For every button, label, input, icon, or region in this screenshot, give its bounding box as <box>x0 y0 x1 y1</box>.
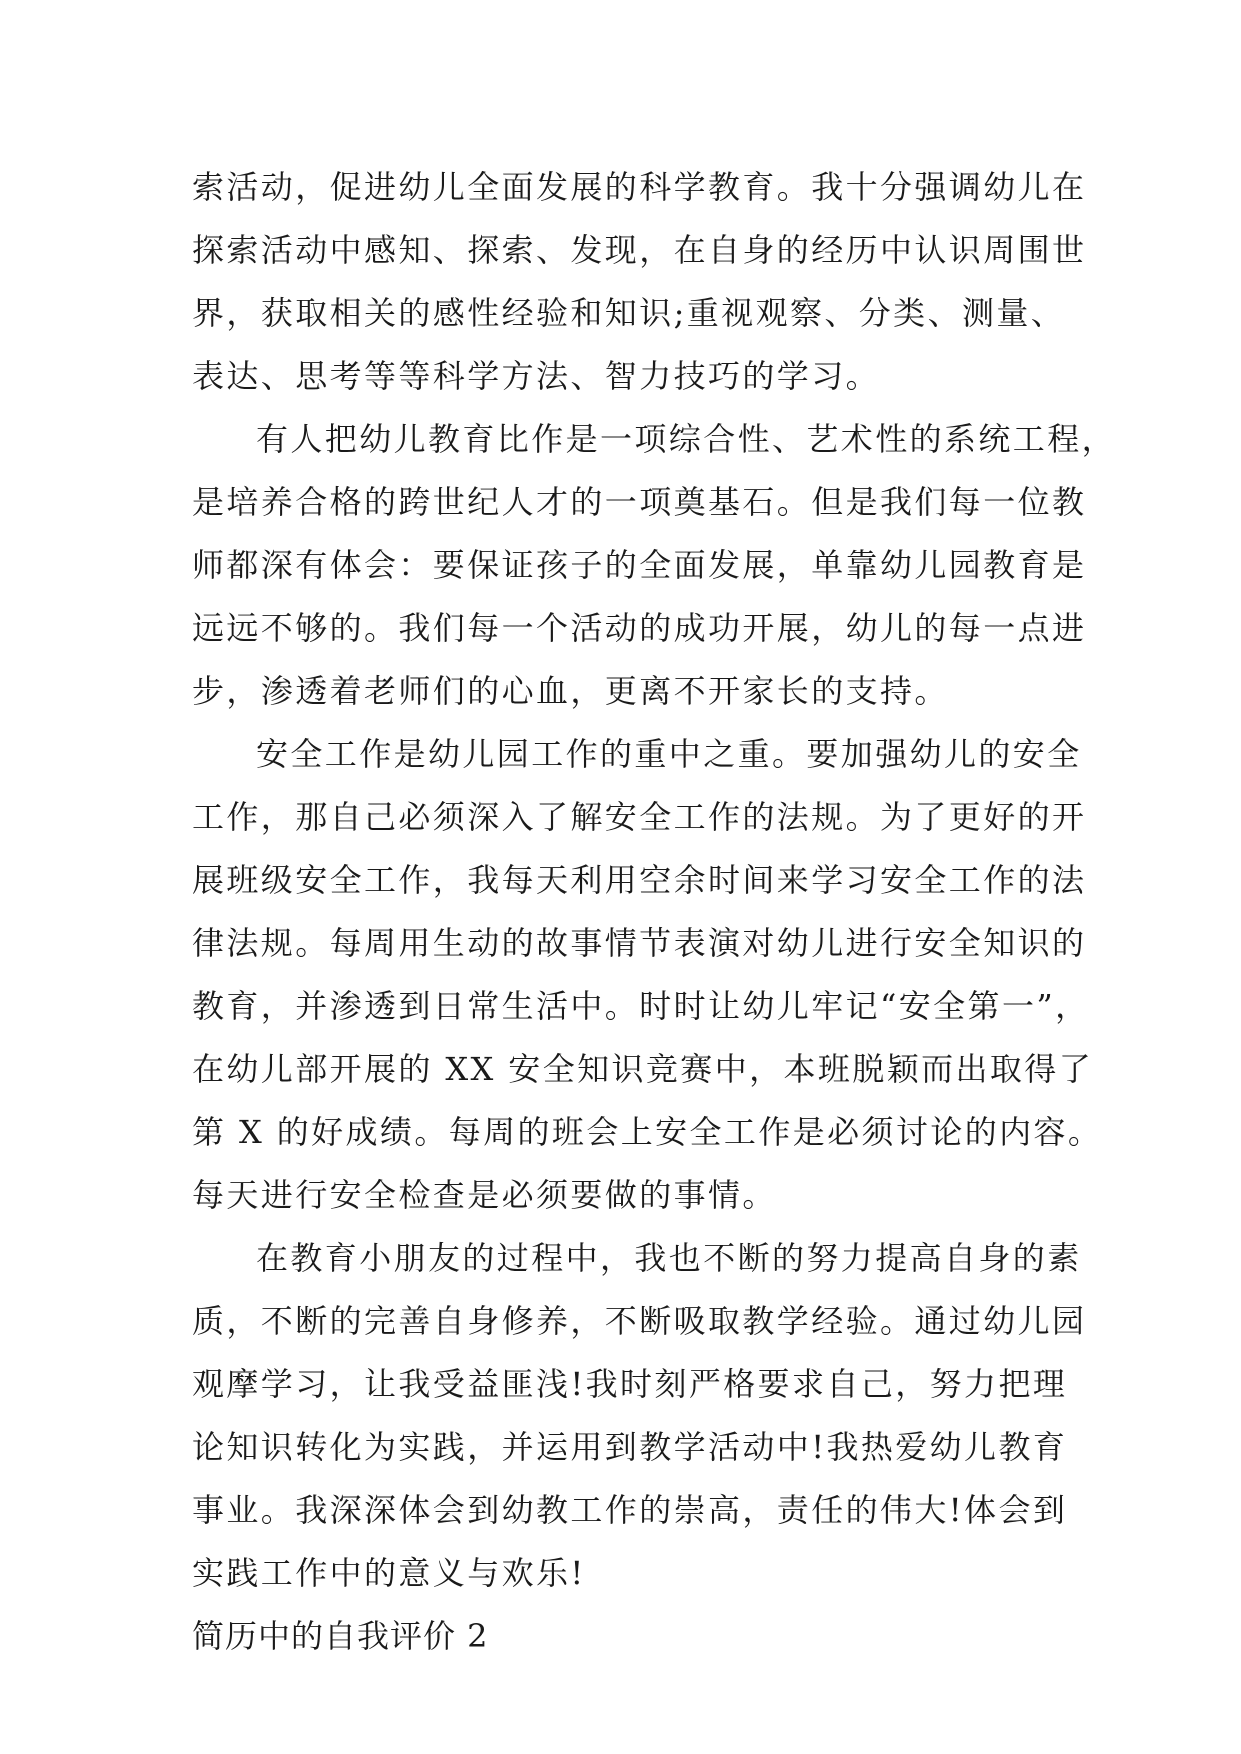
paragraph-2 <box>192 408 1117 723</box>
text-line: 在幼儿部开展的 XX 安全知识竞赛中，本班脱颖而出取得了 <box>192 1050 1094 1088</box>
paragraph-4 <box>192 1227 1087 1605</box>
text-line: 工作，那自己必须深入了解安全工作的法规。为了更好的开 <box>192 798 1087 836</box>
text-line: 事业。我深深体会到幼教工作的崇高，责任的伟大!体会到 <box>192 1491 1068 1529</box>
text-line: 展班级安全工作，我每天利用空余时间来学习安全工作的法 <box>192 861 1087 899</box>
text-line: 实践工作中的意义与欢乐! <box>192 1554 586 1592</box>
text-line: 质，不断的完善自身修养，不断吸取教学经验。通过幼儿园 <box>192 1302 1087 1340</box>
text-line: 律法规。每周用生动的故事情节表演对幼儿进行安全知识的 <box>192 924 1087 962</box>
text-line: 第 X 的好成绩。每周的班会上安全工作是必须讨论的内容。 <box>192 1113 1103 1151</box>
document-body <box>192 156 1117 1668</box>
text-line: 观摩学习，让我受益匪浅!我时刻严格要求自己，努力把理 <box>192 1365 1068 1403</box>
text-line: 索活动，促进幼儿全面发展的科学教育。我十分强调幼儿在 <box>192 168 1087 206</box>
paragraph-3 <box>192 723 1103 1227</box>
text-line: 每天进行安全检查是必须要做的事情。 <box>192 1176 777 1214</box>
text-line: 有人把幼儿教育比作是一项综合性、艺术性的系统工程， <box>256 420 1117 458</box>
text-line: 论知识转化为实践，并运用到教学活动中!我热爱幼儿教育 <box>192 1428 1068 1466</box>
text-line: 在教育小朋友的过程中，我也不断的努力提高自身的素 <box>256 1239 1082 1277</box>
paragraph-1 <box>192 156 1087 408</box>
text-line: 步，渗透着老师们的心血，更离不开家长的支持。 <box>192 672 949 710</box>
text-line: 是培养合格的跨世纪人才的一项奠基石。但是我们每一位教 <box>192 483 1087 521</box>
text-line: 探索活动中感知、探索、发现，在自身的经历中认识周围世 <box>192 231 1087 269</box>
text-line: 表达、思考等等科学方法、智力技巧的学习。 <box>192 357 881 395</box>
text-line: 教育，并渗透到日常生活中。时时让幼儿牢记“安全第一”， <box>192 987 1090 1025</box>
text-line: 安全工作是幼儿园工作的重中之重。要加强幼儿的安全 <box>256 735 1082 773</box>
section-heading: 简历中的自我评价 2 <box>192 1617 489 1655</box>
text-line: 远远不够的。我们每一个活动的成功开展，幼儿的每一点进 <box>192 609 1087 647</box>
text-line: 界，获取相关的感性经验和知识;重视观察、分类、测量、 <box>192 294 1066 332</box>
text-line: 师都深有体会：要保证孩子的全面发展，单靠幼儿园教育是 <box>192 546 1087 584</box>
